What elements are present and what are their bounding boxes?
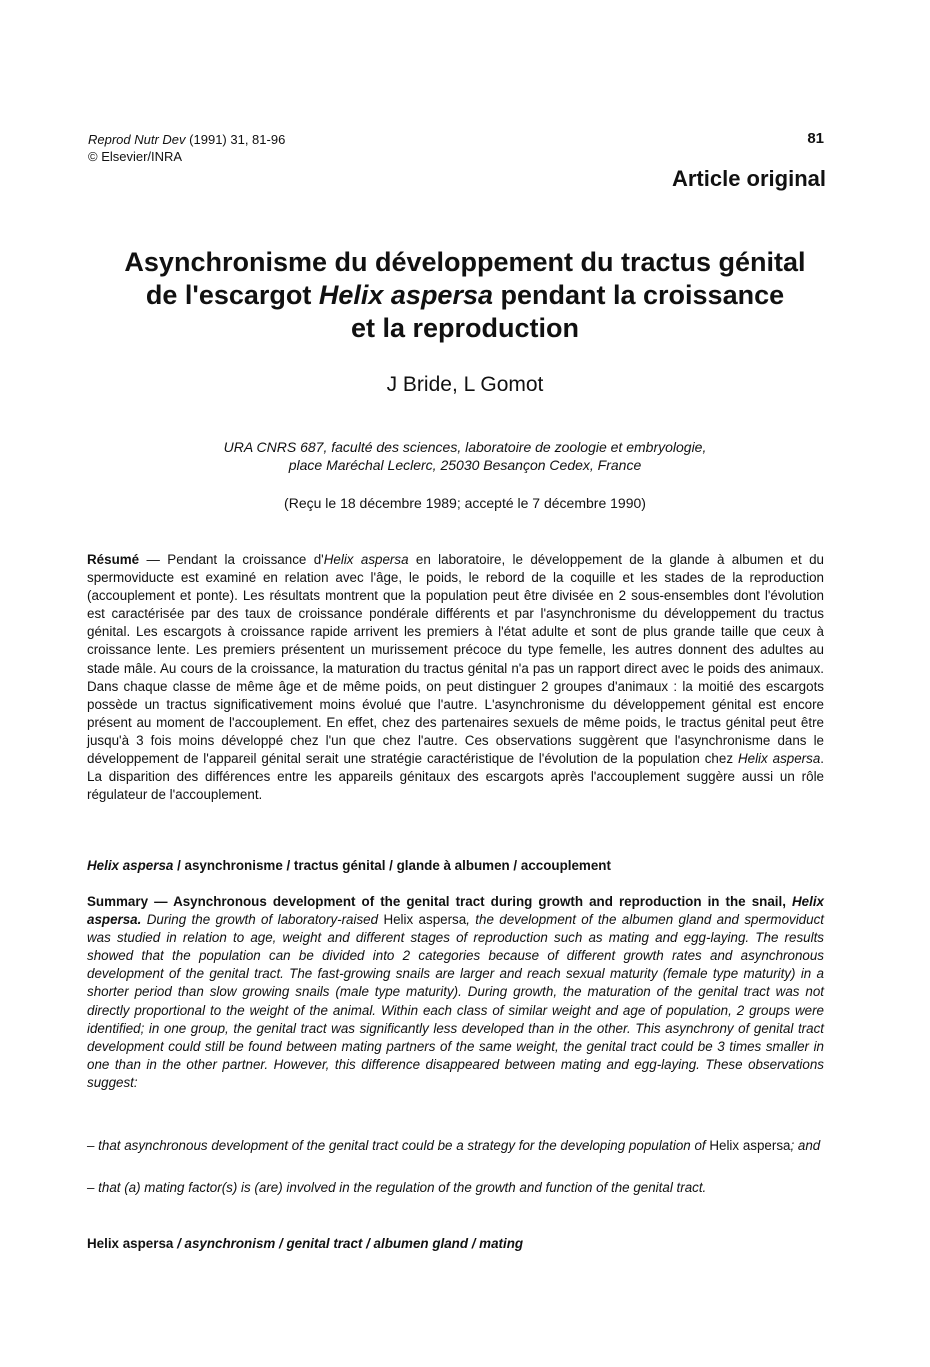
resume-body-1: en laboratoire, le développement de la glande à albumen et du spermoviducte est examiné en relation avec l'âge, le poids, le rebord de la coquille et les stades de la reproduction (accouplement et ponte). Les résultats montrent que la population peut être divisée en 2 sous-ensembles dont l'évolution est caractérisée par des taux de croissance pondérale différents et par l'asynchronisme du développement du tractus génital. Les escargots à croissance rapide arrivent les premiers à l'état adulte et sont de plus grande taille que ceux à croissance lente. Les premiers présentent un murissement précoce du type femelle, les autres donnent des adultes au stade mâle. Au cours de la croissance, la maturation du tractus génital n'a pas un rapport direct avec le poids des animaux. Dans chaque classe de même âge et de même poids, on peut distinguer 2 groupes d'animaux : la moitié des escargots possède un tractus significativement moins évolué que l'autre. L'asynchronisme du développement génital est encore présent au moment de l'accouplement. En effet, chez des partenaires sexuels de même poids, le tractus génital peut être jusqu'à 3 fois moins développé chez l'un que chez l'autre. Ces observations suggèrent que l'asynchronisme dans le développement de l'appareil génital serait une stratégie caractéristique de l'évolution de la population chez	[87, 552, 824, 767]
summary-bullet-2: – that (a) mating factor(s) is (are) involved in the regulation of the growth and function of the genital tract.	[87, 1180, 707, 1195]
journal-citation	[88, 132, 285, 148]
affiliation-line-1: URA CNRS 687, faculté des sciences, laboratoire de zoologie et embryologie,	[223, 439, 707, 455]
affiliation-line-2: place Maréchal Leclerc, 25030 Besançon Cedex, France	[288, 457, 642, 473]
resume-dash: —	[139, 552, 168, 567]
resume-body-2: . La disparition des différences entre les appareils génitaux des escargots après l'accouplement suggère aussi un rôle régulateur de l'accouplement.	[87, 751, 825, 803]
title-line-1: Asynchronisme du développement du tractus génital	[124, 247, 806, 277]
keywords-english	[87, 1235, 523, 1253]
summary-body-1: During the growth of laboratory-raised	[141, 912, 384, 928]
journal-volume-pages: (1991) 31, 81-96	[189, 132, 286, 147]
title-line-3: et la reproduction	[350, 313, 580, 343]
summary-label: Summary	[87, 894, 149, 909]
article-type: Article original	[671, 166, 826, 191]
journal-name: Reprod Nutr Dev	[88, 132, 186, 147]
resume-species: Helix aspersa	[323, 552, 409, 567]
authors: J Bride, L Gomot	[386, 373, 544, 396]
summary-body-2: , the development of the albumen gland and spermoviduct was studied in relation to age, weight and different stages of reproduction such as mating and egg-laying. The results showed that the population can be divided into 2 categories because of different growth rates and asynchronous development of the genital tract. The fast-growing snails are larger and reach sexual maturity (female type maturity) in a shorter period than slow growing snails (male type maturity). During growth, the maturation of the genital tract was not directly proportional to the weight of the animal. Within each class of similar weight and age of population, 2 groups were identified; in one group, the genital tract was significantly less developed than in the other. This asynchrony of genital tract development could still be found between mating partners of the same weight, the genital tract could be 3 times smaller in one than in the other partner. However, this difference disappeared between mating and egg-laying. These observations suggest:	[87, 912, 824, 1090]
summary-abstract	[87, 893, 824, 1092]
summary-heading-species: Helix aspersa.	[87, 894, 825, 928]
summary-heading: Asynchronous development of the genital tract during growth and reproduction in the snail,	[173, 894, 792, 909]
resume-abstract	[87, 551, 824, 804]
keywords-en-list: / asynchronism / genital tract / albumen gland / mating	[173, 1236, 524, 1251]
summary-dash: —	[148, 894, 174, 909]
publisher: © Elsevier/INRA	[88, 149, 183, 164]
summary-bullet-1	[87, 1137, 824, 1155]
title-species: Helix aspersa	[318, 280, 493, 310]
summary-species: Helix aspersa	[383, 912, 467, 928]
title-line-2-start: de l'escargot	[145, 280, 319, 310]
resume-species-2: Helix aspersa	[737, 751, 821, 767]
keywords-french	[87, 857, 611, 875]
resume-intro: Pendant la croissance d'	[167, 552, 324, 567]
bullet-1-end: ; and	[790, 1138, 821, 1153]
page-number: 81	[807, 130, 824, 147]
title-line-2-end: pendant la croissance	[493, 280, 785, 310]
affiliation	[60, 438, 870, 474]
keywords-fr-species: Helix aspersa	[87, 858, 174, 873]
title-line-2	[60, 279, 870, 312]
received-accepted-dates: (Reçu le 18 décembre 1989; accepté le 7 décembre 1990)	[284, 495, 646, 511]
article-title	[60, 246, 870, 345]
keywords-en-species: Helix aspersa	[87, 1236, 174, 1251]
keywords-fr-list: / asynchronisme / tractus génital / glande à albumen / accouplement	[173, 858, 611, 873]
resume-label: Résumé	[87, 552, 140, 567]
bullet-1-species: Helix aspersa	[709, 1138, 791, 1153]
bullet-1-text: – that asynchronous development of the genital tract could be a strategy for the developing population of	[87, 1138, 710, 1153]
